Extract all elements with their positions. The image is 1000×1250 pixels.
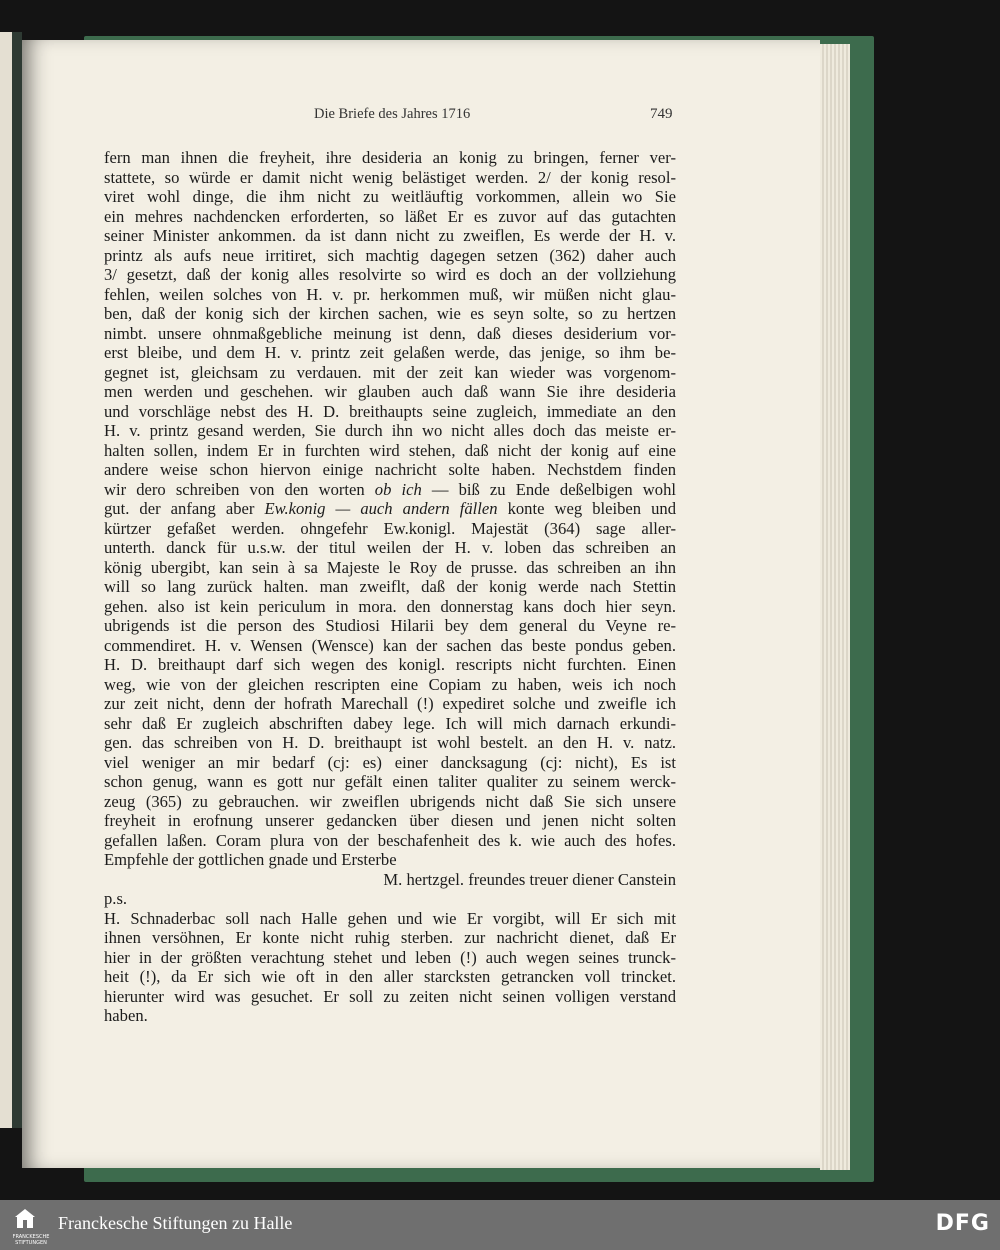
postscript-label: p.s. <box>104 889 128 908</box>
text-run: gut. der anfang aber <box>104 499 265 518</box>
postscript-line: hierunter wird was gesuchet. Er soll zu zeiten nicht seinen volligen verstand <box>104 986 676 1006</box>
text-line: erst bleibe, und dem H. v. printz zeit gelaßen werde, das jenige, so ihm be- <box>104 343 676 362</box>
text-line: printz als aufs neue irritiret, sich machtig dagegen setzen (362) daher auch <box>104 245 676 265</box>
book-gutter <box>12 32 22 1128</box>
text-line: zeug (365) zu gebrauchen. wir zweiflen ubrigends nicht daß Sie sich unsere <box>104 791 676 811</box>
text-line-with-italic <box>104 499 676 519</box>
text-line: commendiret. H. v. Wensen (Wensce) kan der sachen das beste pondus geben. <box>104 635 676 655</box>
postscript-line: haben. <box>104 1006 148 1025</box>
text-line: viret wohl dinge, die ihm nicht zu weitläuftig vorkommen, allein wo Sie <box>104 187 676 206</box>
text-line: sehr daß Er zugleich abschriften dabey lege. Ich will mich darnach erkundi- <box>104 713 676 733</box>
running-title: Die Briefe des Jahres 1716 <box>314 106 471 122</box>
text-line: gegnet ist, gleichsam zu verdauen. mit der zeit kan wieder was vorgenom- <box>104 362 676 382</box>
text-line: stattete, so würde er damit nicht wenig belästiget werden. 2/ der konig resol- <box>104 167 676 187</box>
text-line: gefallen laßen. Coram plura von der beschafenheit des k. wie auch des hofes. <box>104 830 676 850</box>
text-run: — biß zu Ende deßelbigen wohl <box>421 479 676 499</box>
text-line: könig ubergibt, kan sein à sa Majeste le Roy de prusse. das schreiben an ihn <box>104 557 676 577</box>
franckesche-stiftungen-logo <box>6 1206 50 1246</box>
text-line: nimbt. unsere ohnmaßgebliche meinung ist denn, daß dieses desiderium vor- <box>104 323 676 343</box>
text-line: weg, wie von der gleichen rescripten eine Copiam zu haben, weis ich noch <box>104 674 676 694</box>
text-line: will so lang zurück halten. man zweiflt, daß der konig werde nach Stettin <box>104 577 676 596</box>
building-icon <box>6 1206 44 1230</box>
text-line: ubrigends ist die person des Studiosi Hilarii bey dem general du Veyne re- <box>104 616 676 635</box>
text-line: Empfehle der gottlichen gnade und Ersterbe <box>104 850 397 869</box>
text-line: unterth. danck für u.s.w. der titul weilen der H. v. loben das schreiben an <box>104 538 676 557</box>
postscript-line: ihnen versöhnen, Er konte nicht ruhig sterben. zur nachricht dienet, daß Er <box>104 928 676 947</box>
text-line: schon genug, wann es gott nur gefält einen taliter qualiter zu seinem werck- <box>104 772 676 791</box>
text-line: halten sollen, indem Er in furchten wird stehen, daß nicht der konig auf eine <box>104 440 676 460</box>
text-run: wir dero schreiben von den worten <box>104 479 375 499</box>
text-line: zur zeit nicht, denn der hofrath Marechall (!) expediret solche und zweifle ich <box>104 694 676 713</box>
text-line: H. v. printz gesand werden, Sie durch ihn wo nicht alles doch das meiste er- <box>104 421 676 440</box>
logo-text: FRANCKESCHE STIFTUNGEN <box>12 1234 50 1246</box>
letter-body <box>104 148 676 1026</box>
italic-phrase: ob ich <box>374 479 422 499</box>
text-line: gehen. also ist kein periculum in mora. den donnerstag kans doch hier seyn. <box>104 596 676 616</box>
text-line: 3/ gesetzt, daß der konig alles resolvirte so wird es doch an der vollziehung <box>104 265 676 284</box>
page-stack-edge <box>820 44 850 1170</box>
text-line: gen. das schreiben von H. D. breithaupt ist wohl bestelt. an den H. v. natz. <box>104 733 676 752</box>
text-line: men werden und geschehen. wir glauben auch daß wann Sie ihre desideria <box>104 382 676 401</box>
text-line: andere weise schon hiervon einige nachricht solte haben. Nechstdem finden <box>104 460 676 479</box>
text-line: fern man ihnen die freyheit, ihre desideria an konig zu bringen, ferner ver- <box>104 148 676 167</box>
text-line: fehlen, weilen solches von H. v. pr. herkommen muß, wir müßen nicht glau- <box>104 284 676 304</box>
text-run: konte weg bleiben und <box>497 499 676 518</box>
institution-name: Franckesche Stiftungen zu Halle <box>58 1213 293 1233</box>
left-page-edge <box>0 32 12 1128</box>
signature: M. hertzgel. freundes treuer diener Canstein <box>383 869 676 889</box>
text-line: und vorschläge nebst des H. D. breithaupts seine zugleich, immediate an den <box>104 401 676 421</box>
dfg-logo: DFG <box>935 1211 990 1236</box>
text-line: seiner Minister ankommen. da ist dann nicht zu zweiflen, Es werde der H. v. <box>104 226 676 245</box>
page-number: 749 <box>650 106 673 122</box>
italic-phrase: Ew.konig — auch andern fällen <box>264 499 498 518</box>
text-line: freyheit in erofnung unserer gedancken über diesen und jenen nicht solten <box>104 811 676 830</box>
postscript-line: H. Schnaderbac soll nach Halle gehen und wie Er vorgibt, will Er sich mit <box>104 908 676 928</box>
postscript-line: hier in der größten verachtung stehet und leben (!) auch wegen seines trunck- <box>104 947 676 967</box>
text-line: H. D. breithaupt darf sich wegen des konigl. rescripts nicht furchten. Einen <box>104 655 676 674</box>
book-page <box>22 40 820 1168</box>
text-line: viel weniger an mir bedarf (cj: es) einer dancksagung (cj: nicht), Es ist <box>104 752 676 772</box>
footer-bar <box>0 1200 1000 1250</box>
postscript-line: heit (!), da Er sich wie oft in den aller starcksten getrancken voll trincket. <box>104 967 676 986</box>
text-line: ein mehres nachdencken erforderten, so läßet Er es zuvor auf das gutachten <box>104 206 676 226</box>
text-line-with-italic <box>104 480 676 500</box>
text-line: ben, daß der konig sich der kirchen sachen, wie es seyn solte, so zu hertzen <box>104 304 676 323</box>
text-line: kürtzer gefaßet werden. ohngefehr Ew.konigl. Majestät (364) sage aller- <box>104 518 676 538</box>
